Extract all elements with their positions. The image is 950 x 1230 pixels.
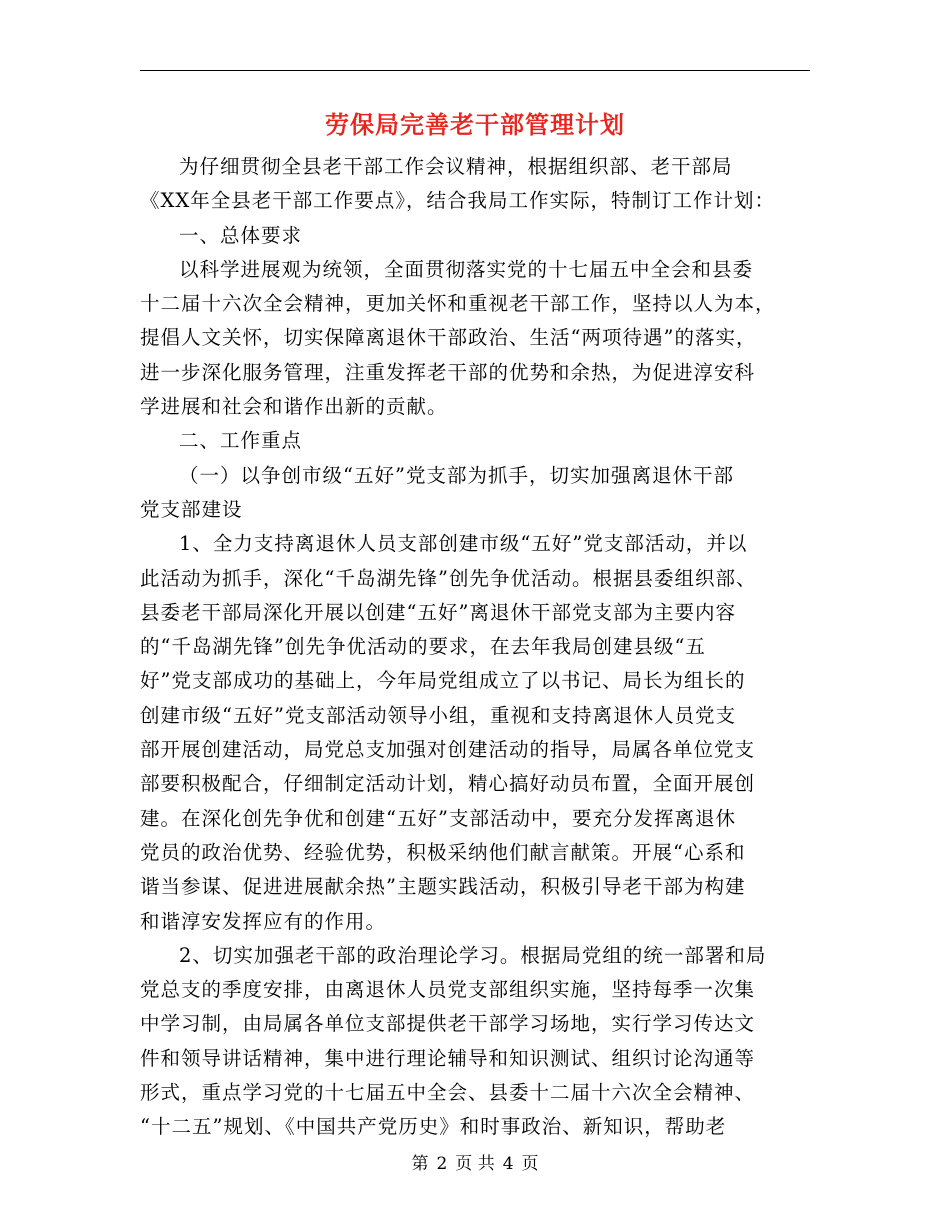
body-line: 为仔细贯彻全县老干部工作会议精神，根据组织部、老干部局: [179, 155, 733, 178]
body-line: 部开展创建活动，局党总支加强对创建活动的指导，局属各单位党支: [140, 738, 756, 762]
body-line: 的“千岛湖先锋”创先争优活动的要求，在去年我局创建县级“五: [140, 635, 706, 659]
body-line: 中学习制，由局属各单位支部提供老干部学习场地，实行学习传达文: [140, 1012, 756, 1036]
body-line: 党总支的季度安排，由离退休人员党支部组织实施，坚持每季一次集: [140, 978, 756, 1002]
body-line: 谐当参谋、促进进展献余热”主题实践活动，积极引导老干部为构建: [140, 875, 746, 899]
body-line: 以科学进展观为统领，全面贯彻落实党的十七届五中全会和县委: [179, 257, 754, 281]
body-line: 《XX年全县老干部工作要点》，结合我局工作实际，特制订工作计划：: [140, 189, 776, 213]
footer-prefix: 第: [411, 1154, 429, 1174]
body-line: 县委老干部局深化开展以创建“五好”离退休干部党支部为主要内容: [140, 600, 736, 624]
body-line: 建。在深化创先争优和创建“五好”支部活动中，要充分发挥离退休: [140, 806, 736, 830]
document-body: [140, 150, 810, 1145]
body-line: 2、切实加强老干部的政治理论学习。根据局党组的统一部署和局: [179, 943, 767, 967]
body-line: 党员的政治优势、经验优势，积极采纳他们献言献策。开展“心系和: [140, 840, 746, 864]
header-rule: [140, 70, 810, 71]
body-line: 件和领导讲话精神，集中进行理论辅导和知识测试、组织讨论沟通等: [140, 1046, 756, 1070]
body-line: “十二五”规划、《中国共产党历史》和时事政治、新知识，帮助老: [140, 1115, 727, 1139]
document-title: 劳保局完善老干部管理计划: [325, 110, 625, 139]
body-line: 和谐淳安发挥应有的作用。: [140, 909, 387, 933]
body-line: 形式，重点学习党的十七届五中全会、县委十二届十六次全会精神、: [140, 1081, 756, 1105]
body-line: 好”党支部成功的基础上，今年局党组成立了以书记、局长为组长的: [140, 669, 746, 693]
footer-suffix: 页: [521, 1154, 539, 1174]
body-line: 提倡人文关怀，切实保障离退休干部政治、生活“两项待遇”的落实，: [140, 326, 757, 350]
body-line: 部要积极配合，仔细制定活动计划，精心搞好动员布置，全面开展创: [140, 772, 756, 796]
body-line: 党支部建设: [140, 497, 243, 521]
footer-page-number: 2: [436, 1154, 448, 1174]
body-line: 此活动为抓手，深化“千岛湖先锋”创先争优活动。根据县委组织部、: [140, 566, 757, 590]
body-line: 创建市级“五好”党支部活动领导小组，重视和支持离退休人员党支: [140, 703, 736, 727]
body-line: 二、工作重点: [179, 429, 303, 453]
body-line: 一、总体要求: [179, 223, 303, 247]
body-line: 进一步深化服务管理，注重发挥老干部的优势和余热，为促进淳安科: [140, 360, 756, 384]
body-line: 1、全力支持离退休人员支部创建市级“五好”党支部活动，并以: [179, 532, 748, 556]
body-line: 学进展和社会和谐作出新的贡献。: [140, 395, 448, 419]
page-footer: [0, 1152, 950, 1176]
footer-middle: 页 共: [455, 1154, 495, 1174]
body-line: 十二届十六次全会精神，更加关怀和重视老干部工作，坚持以人为本，: [140, 292, 776, 316]
body-line: （一）以争创市级“五好”党支部为抓手，切实加强离退休干部: [179, 463, 734, 487]
footer-total-pages: 4: [502, 1154, 514, 1174]
